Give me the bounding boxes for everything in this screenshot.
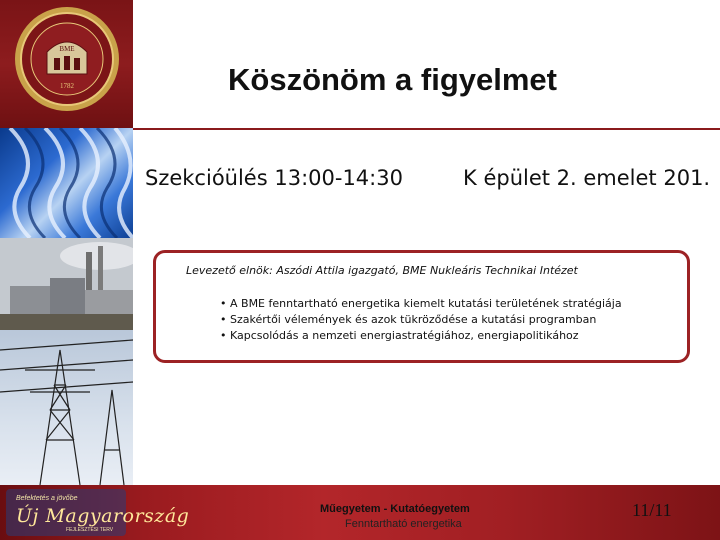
list-item: • Kapcsolódás a nemzeti energiastratégiához, energiapolitikához [220, 329, 579, 342]
new-hungary-badge [6, 489, 190, 536]
agenda-box [153, 250, 690, 363]
svg-text:1782: 1782 [60, 82, 74, 90]
page-number: 11/11 [632, 500, 672, 520]
slogan-tiny: FEJLESZTÉSI TERV [66, 527, 114, 533]
university-name: Műegyetem - Kutatóegyetem [320, 503, 470, 515]
bme-logo [12, 4, 122, 114]
list-item-text: A BME fenntartható energetika kiemelt kutatási területének stratégiája [230, 297, 622, 310]
power-pylon-image [0, 330, 133, 485]
program-name: Fenntartható energetika [345, 518, 462, 530]
session-location: K épület 2. emelet 201. [463, 166, 711, 190]
power-plant-image [0, 238, 133, 330]
slide-title: Köszönöm a figyelmet [228, 62, 557, 97]
left-image-column [0, 0, 133, 540]
agenda-list [220, 296, 622, 344]
svg-text:BME: BME [59, 45, 75, 53]
session-chair: Levezető elnök: Aszódi Attila igazgató, BME Nukleáris Technikai Intézet [186, 264, 578, 277]
list-item: • A BME fenntartható energetika kiemelt kutatási területének stratégiája [220, 297, 622, 310]
session-time: Szekcióülés 13:00-14:30 [145, 166, 403, 190]
list-item-text: Kapcsolódás a nemzeti energiastratégiához, energiapolitikához [230, 329, 579, 342]
turbine-image [0, 128, 133, 238]
list-item-text: Szakértői vélemények és azok tükröződése a kutatási programban [230, 313, 597, 326]
slogan-small: Befektetés a jövőbe [16, 495, 78, 502]
list-item: • Szakértői vélemények és azok tükröződése a kutatási programban [220, 313, 597, 326]
slogan-big: Új Magyarország [16, 505, 190, 527]
title-divider [133, 128, 720, 130]
